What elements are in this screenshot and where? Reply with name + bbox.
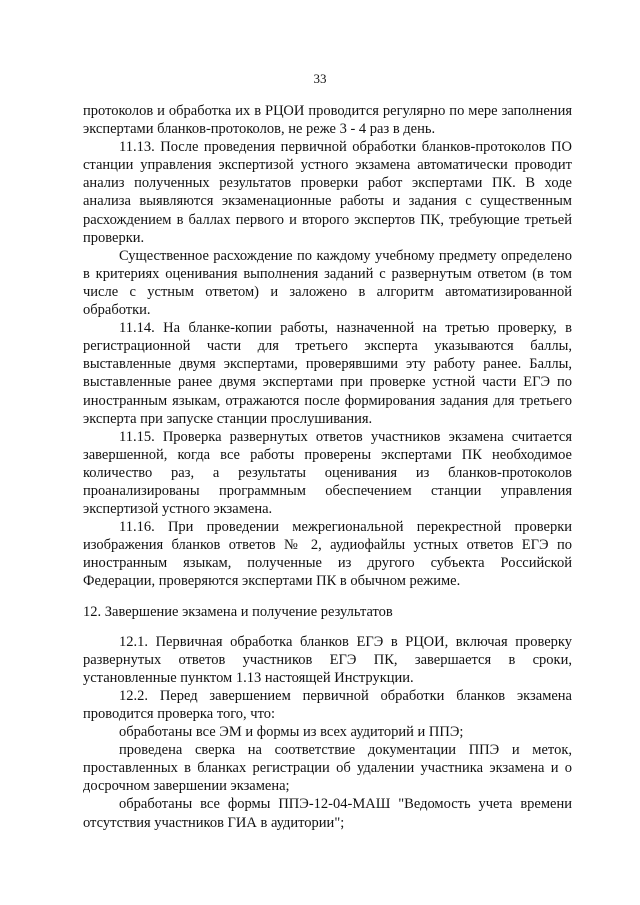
- page-number: 33: [313, 71, 327, 86]
- list-item-reconciliation: проведена сверка на соответствие документации ППЭ и меток, проставленных в бланках регистрации об удалении участника экзамена и о досрочном завершении экзамена;: [83, 742, 572, 795]
- paragraph-12-1: 12.1. Первичная обработка бланков ЕГЭ в РЦОИ, включая проверку развернутых ответов участников ЕГЭ ПК, завершается в сроки, установленные пунктом 1.13 настоящей Инструкции.: [83, 633, 572, 686]
- list-item-processed-forms: обработаны все формы ППЭ-12-04-МАШ "Ведомость учета времени отсутствия участников ГИА в аудитории";: [83, 796, 572, 831]
- section-heading-12: 12. Завершение экзамена и получение результатов: [83, 603, 393, 620]
- paragraph-11-13: 11.13. После проведения первичной обработки бланков-протоколов ПО станции управления экспертизой устного экзамена автоматически проводит анализ полученных результатов проверки работ экспертами ПК. В ходе анализа выявляются экзаменационные работы и задания с существенным расхождением в баллах первого и второго экспертов ПК, требующие третьей проверки.: [83, 139, 572, 246]
- paragraph-continuation: протоколов и обработка их в РЦОИ проводится регулярно по мере заполнения экспертами бланков-протоколов, не реже 3 - 4 раз в день.: [83, 103, 572, 138]
- paragraph-significant-discrepancy: Существенное расхождение по каждому учебному предмету определено в критериях оценивания выполнения заданий с развернутым ответом (в том числе с устным ответом) и заложено в алгоритм автоматизированной обработки.: [83, 247, 572, 319]
- document-body: [83, 102, 572, 832]
- paragraph-11-16: 11.16. При проведении межрегиональной перекрестной проверки изображения бланков ответов № 2, аудиофайлы устных ответов ЕГЭ по иностранным языкам, полученные из другого субъекта Российской Федерации, проверяются экспертами ПК в обычном режиме.: [83, 519, 572, 590]
- paragraph-11-15: 11.15. Проверка развернутых ответов участников экзамена считается завершенной, когда все работы проверены экспертами ПК необходимое количество раз, а результаты оценивания из бланков-протоколов проанализированы программным обеспечением станции управления экспертизой устного экзамена.: [83, 428, 572, 518]
- paragraph-12-2: 12.2. Перед завершением первичной обработки бланков экзамена проводится проверка того, что:: [83, 687, 572, 722]
- paragraph-11-14: 11.14. На бланке-копии работы, назначенной на третью проверку, в регистрационной части для третьего эксперта указываются баллы, выставленные двумя экспертами, проверявшими эту работу ранее. Баллы, выставленные ранее двумя экспертами при проверке устной части ЕГЭ по иностранным языкам, отражаются после формирования задания для третьего эксперта при запуске станции прослушивания.: [83, 320, 572, 427]
- list-item-processed-materials: обработаны все ЭМ и формы из всех аудиторий и ППЭ;: [119, 724, 464, 741]
